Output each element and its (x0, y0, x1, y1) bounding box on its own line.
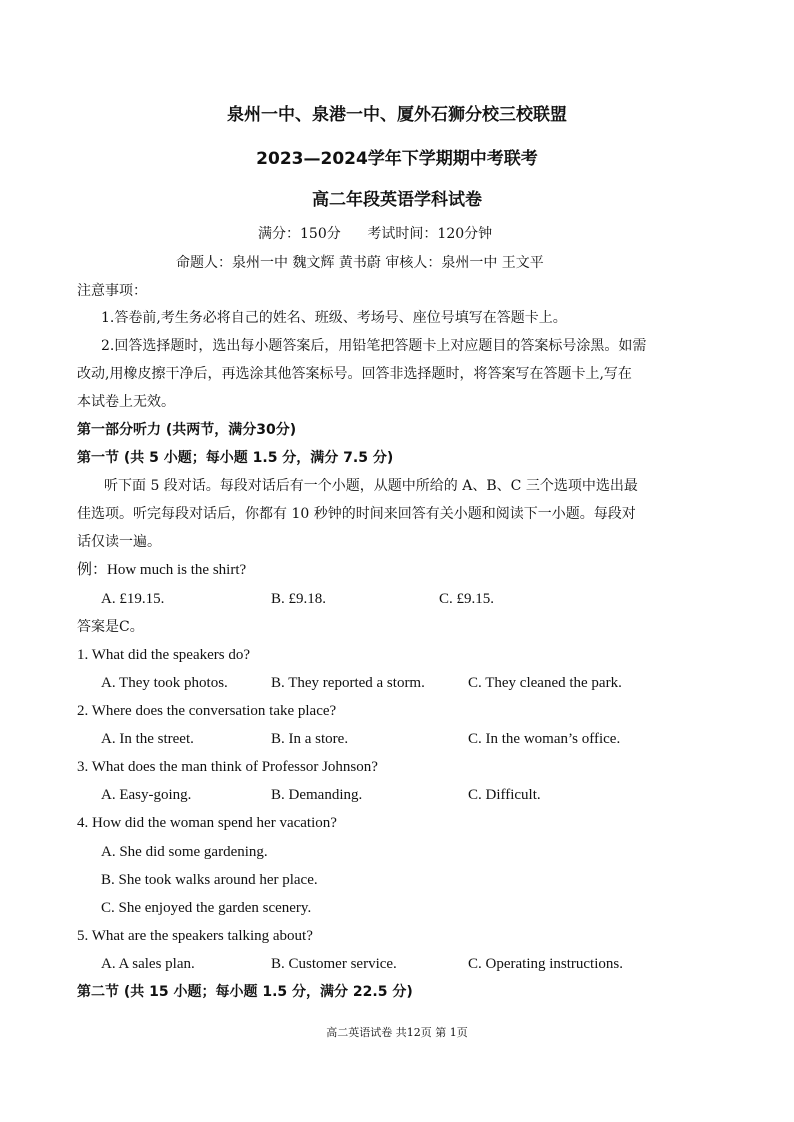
question-3-option-c: C. Difficult. (468, 787, 541, 803)
exam-title-schools: 泉州一中、泉港一中、厦外石狮分校三校联盟 (227, 105, 567, 125)
score-and-time: 满分：150分 考试时间：120分钟 (258, 226, 493, 242)
section2-heading: 第二节 (共 15 小题；每小题 1.5 分，满分 22.5 分) (77, 984, 413, 1000)
question-1-option-c: C. They cleaned the park. (468, 675, 622, 691)
question-2-option-c: C. In the woman’s office. (468, 731, 621, 747)
note-item-2-line-3: 本试卷上无效。 (77, 394, 175, 410)
question-3-option-b: B. Demanding. (271, 787, 363, 803)
note-item-2-line-1: 2.回答选择题时，选出每小题答案后，用铅笔把答题卡上对应题目的答案标号涂黑。如需 (101, 338, 647, 354)
example-option-b: B. £9.18. (271, 591, 327, 607)
question-5-option-b: B. Customer service. (271, 956, 397, 972)
instruction-line-2: 佳选项。听完每段对话后，你都有 10 秒钟的时间来回答有关小题和阅读下一小题。每段对 (77, 506, 636, 522)
instruction-line-1: 听下面 5 段对话。每段对话后有一个小题，从题中所给的 A、B、C 三个选项中选出最 (104, 478, 638, 494)
exam-title-term: 2023—2024学年下学期期中考联考 (256, 149, 538, 169)
notes-heading: 注意事项： (77, 283, 147, 299)
question-5: 5. What are the speakers talking about? (77, 928, 313, 944)
page-footer: 高二英语试卷 共12页 第 1页 (326, 1026, 468, 1039)
question-2-option-b: B. In a store. (271, 731, 349, 747)
question-4-option-b: B. She took walks around her place. (101, 872, 318, 888)
exam-authors: 命题人：泉州一中 魏文辉 黄书蔚 审核人：泉州一中 王文平 (176, 255, 544, 271)
question-4-option-c: C. She enjoyed the garden scenery. (101, 900, 312, 916)
part1-heading: 第一部分听力 (共两节，满分30分) (77, 422, 297, 438)
question-5-option-c: C. Operating instructions. (468, 956, 623, 972)
question-3: 3. What does the man think of Professor Johnson? (77, 759, 378, 775)
question-4-option-a: A. She did some gardening. (101, 844, 268, 860)
question-1-option-a: A. They took photos. (101, 675, 228, 691)
example-question: 例：How much is the shirt? (77, 562, 247, 578)
instruction-line-3: 话仅读一遍。 (77, 534, 161, 550)
note-item-2-line-2: 改动,用橡皮擦干净后，再选涂其他答案标号。回答非选择题时，将答案写在答题卡上,写在 (77, 366, 632, 382)
question-2: 2. Where does the conversation take place? (77, 703, 337, 719)
question-4: 4. How did the woman spend her vacation? (77, 815, 337, 831)
example-option-c: C. £9.15. (439, 591, 495, 607)
question-2-option-a: A. In the street. (101, 731, 194, 747)
note-item-1: 1.答卷前,考生务必将自己的姓名、班级、考场号、座位号填写在答题卡上。 (101, 310, 567, 326)
section1-heading: 第一节 (共 5 小题；每小题 1.5 分，满分 7.5 分) (77, 450, 394, 466)
example-option-a: A. £19.15. (101, 591, 165, 607)
question-3-option-a: A. Easy-going. (101, 787, 192, 803)
question-1-option-b: B. They reported a storm. (271, 675, 425, 691)
exam-title-subject: 高二年段英语学科试卷 (312, 190, 482, 210)
question-1: 1. What did the speakers do? (77, 647, 251, 663)
example-answer: 答案是C。 (77, 619, 144, 635)
question-5-option-a: A. A sales plan. (101, 956, 195, 972)
